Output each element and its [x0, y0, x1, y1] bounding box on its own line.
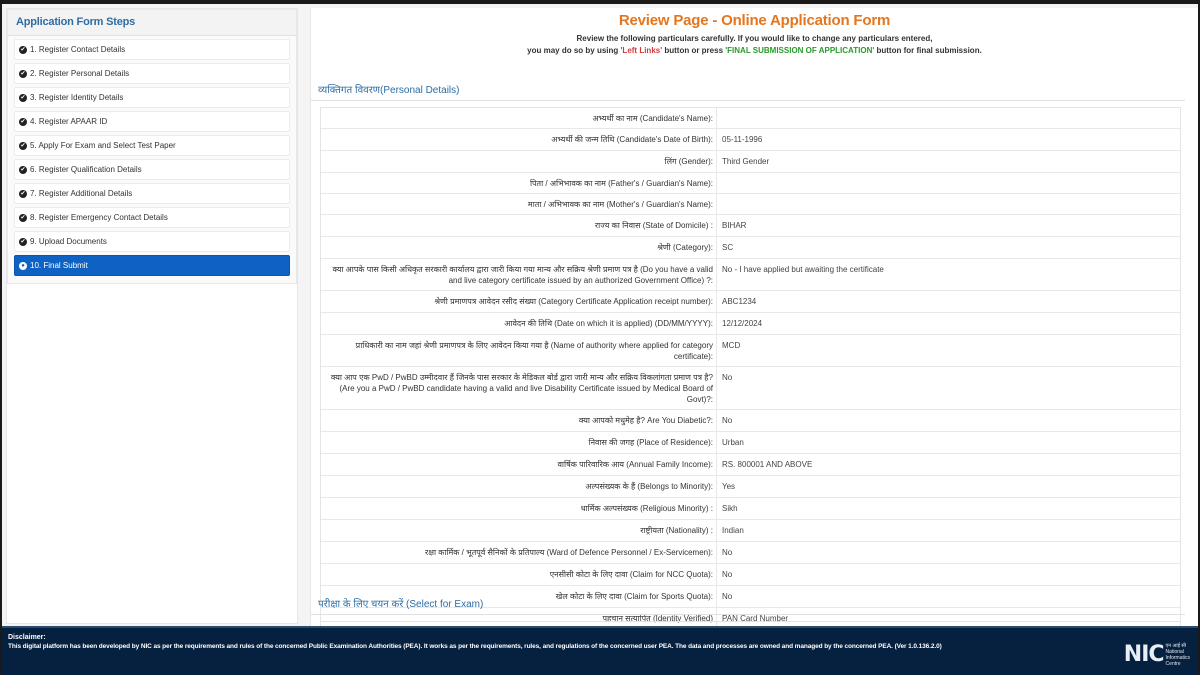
- field-value: No: [722, 416, 733, 425]
- field-label: आवेदन की तिथि (Date on which it is applied) (DD/MM/YYYY):: [321, 313, 717, 334]
- table-row: [321, 520, 1180, 542]
- instruction-text: button for final submission.: [874, 46, 982, 55]
- step-label: 8. Register Emergency Contact Details: [30, 213, 168, 222]
- sidebar-title: Application Form Steps: [8, 10, 296, 36]
- table-row: [321, 237, 1180, 259]
- step-register-qualification-details[interactable]: [14, 159, 290, 180]
- nic-line-1: National: [1165, 648, 1184, 655]
- disclaimer-title: Disclaimer:: [8, 634, 46, 641]
- circle-dot-icon: ●: [19, 262, 27, 270]
- field-value: [717, 173, 1180, 193]
- field-value: No - I have applied but awaiting the certificate: [722, 265, 884, 274]
- instruction-line-2: [311, 45, 1198, 57]
- left-links-highlight: 'Left Links': [620, 46, 663, 55]
- steps-panel: [7, 9, 297, 284]
- field-label: पिता / अभिभावक का नाम (Father's / Guardian's Name):: [321, 173, 717, 193]
- table-row: [321, 432, 1180, 454]
- step-label: 1. Register Contact Details: [30, 45, 126, 54]
- field-value: No: [722, 373, 733, 382]
- field-label: पहचान सत्यापित (Identity Verified): [321, 608, 717, 629]
- table-row: [321, 335, 1180, 367]
- nic-logo-mark: NIC: [1123, 642, 1164, 667]
- field-label: वार्षिक पारिवारिक आय (Annual Family Income):: [321, 454, 717, 475]
- review-main-panel: [310, 8, 1198, 628]
- field-label: लिंग (Gender):: [321, 151, 717, 172]
- field-value: Sikh: [722, 504, 738, 513]
- field-value: 12/12/2024: [722, 319, 763, 328]
- review-instructions: [311, 33, 1198, 57]
- field-value: 05-11-1996: [722, 135, 763, 144]
- instruction-line-1: Review the following particulars carefully. If you would like to change any particulars entered,: [576, 34, 933, 43]
- step-register-contact-details[interactable]: [14, 39, 290, 60]
- table-row: [321, 215, 1180, 237]
- step-register-apaar-id[interactable]: [14, 111, 290, 132]
- step-register-identity-details[interactable]: [14, 87, 290, 108]
- check-circle-icon: ✔: [20, 190, 26, 197]
- field-value: RS. 800001 AND ABOVE: [722, 460, 813, 469]
- table-row: [321, 259, 1180, 291]
- field-label: खेल कोटा के लिए दावा (Claim for Sports Quota):: [321, 586, 717, 607]
- disclaimer-text: This digital platform has been developed by NIC as per the requirements and rules of the concerned Public Examination Authorities (PEA). It works as per the requirements, rules, and regulations of the concerned user PEA. The data and processes are owned and managed by the concerned PEA. (Ver 1.0.136.2.0): [8, 643, 942, 650]
- step-label: 6. Register Qualification Details: [30, 165, 142, 174]
- table-row: [321, 151, 1180, 173]
- table-row: [321, 129, 1180, 151]
- field-label: श्रेणी (Category):: [321, 237, 717, 258]
- step-final-submit[interactable]: [14, 255, 290, 276]
- table-row: [321, 291, 1180, 313]
- field-value: No: [722, 548, 733, 557]
- nic-line-2: Informatics: [1165, 654, 1190, 661]
- field-label: अभ्यर्थी का नाम (Candidate's Name):: [321, 108, 717, 128]
- nic-logo: [1124, 642, 1190, 667]
- field-value: No: [722, 570, 733, 579]
- table-row: [321, 410, 1180, 432]
- browser-viewport: [2, 4, 1198, 675]
- personal-details-section: [311, 82, 1191, 652]
- field-value: No: [722, 592, 733, 601]
- field-label: प्राधिकारी का नाम जहां श्रेणी प्रमाणपत्र के लिए आवेदन किया गया है (Name of authority where applied for category certificate):: [321, 335, 717, 366]
- field-value: Third Gender: [722, 157, 770, 166]
- personal-details-table: [320, 107, 1181, 652]
- table-row: [321, 476, 1180, 498]
- nic-logo-text: [1166, 643, 1190, 667]
- table-row: [321, 542, 1180, 564]
- step-label: 4. Register APAAR ID: [30, 117, 108, 126]
- nic-line-3: Centre: [1165, 660, 1181, 667]
- table-row: [321, 564, 1180, 586]
- field-label: अल्पसंख्यक के हैं (Belongs to Minority):: [321, 476, 717, 497]
- field-value: [717, 108, 1180, 128]
- table-row: [321, 173, 1180, 194]
- instruction-text: button or press: [662, 46, 726, 55]
- field-label: अभ्यर्थी की जन्म तिथि (Candidate's Date of Birth):: [321, 129, 717, 150]
- section-title-personal-details: व्यक्तिगत विवरण(Personal Details): [311, 82, 1185, 101]
- step-apply-for-exam[interactable]: [14, 135, 290, 156]
- field-value: SC: [722, 243, 734, 252]
- section-title-select-for-exam: परीक्षा के लिए चयन करें (Select for Exam): [311, 596, 1185, 615]
- steps-list: [8, 36, 296, 283]
- check-circle-icon: ✔: [20, 142, 26, 149]
- step-label: 2. Register Personal Details: [30, 69, 130, 78]
- step-register-personal-details[interactable]: [14, 63, 290, 84]
- step-label: 5. Apply For Exam and Select Test Paper: [30, 141, 176, 150]
- field-label: निवास की जगह (Place of Residence):: [321, 432, 717, 453]
- step-label: 10. Final Submit: [30, 261, 88, 270]
- field-value: PAN Card Number: [722, 614, 789, 623]
- field-label: क्या आपको मधुमेह है? Are You Diabetic?:: [321, 410, 717, 431]
- check-circle-icon: ✔: [20, 70, 26, 77]
- disclaimer-footer: [2, 626, 1198, 675]
- check-circle-icon: ✔: [20, 238, 26, 245]
- field-label: श्रेणी प्रमाणपत्र आवेदन रसीद संख्या (Category Certificate Application receipt number):: [321, 291, 717, 312]
- application-steps-sidebar: [6, 8, 298, 624]
- field-label: राष्ट्रीयता (Nationality) :: [321, 520, 717, 541]
- field-value: Yes: [722, 482, 736, 491]
- field-label: एनसीसी कोटा के लिए दावा (Claim for NCC Quota):: [321, 564, 717, 585]
- page-title: Review Page - Online Application Form: [618, 12, 891, 29]
- field-value: Indian: [722, 526, 744, 535]
- table-row: [321, 498, 1180, 520]
- check-circle-icon: ✔: [20, 118, 26, 125]
- check-circle-icon: ✔: [20, 46, 26, 53]
- step-label: 9. Upload Documents: [30, 237, 107, 246]
- field-value: MCD: [722, 341, 741, 350]
- step-label: 7. Register Additional Details: [30, 189, 133, 198]
- step-register-additional-details[interactable]: [14, 183, 290, 204]
- field-label: राज्य का निवास (State of Domicile) :: [321, 215, 717, 236]
- table-row: [321, 454, 1180, 476]
- field-label: रक्षा कार्मिक / भूतपूर्व सैनिकों के प्रतिपाल्य (Ward of Defence Personnel / Ex-Servicemen):: [321, 542, 717, 563]
- step-upload-documents[interactable]: [14, 231, 290, 252]
- field-value: Urban: [722, 438, 744, 447]
- field-value: BIHAR: [722, 221, 747, 230]
- field-value: [717, 194, 1180, 214]
- instruction-text: you may do so by using: [527, 46, 621, 55]
- step-label: 3. Register Identity Details: [30, 93, 124, 102]
- check-circle-icon: ✔: [20, 214, 26, 221]
- table-row: [321, 313, 1180, 335]
- table-row: [321, 108, 1180, 129]
- step-register-emergency-contact[interactable]: [14, 207, 290, 228]
- field-label: क्या आप एक PwD / PwBD उम्मीदवार हैं जिनके पास सरकार के मेडिकल बोर्ड द्वारा जारी मान्य और सक्रिय विकलांगता प्रमाण पत्र है? (Are you a PwD / PwBD candidate having a valid and live Disability Certificate issued by Medical Board of Govt)?:: [321, 367, 717, 409]
- check-circle-icon: ✔: [20, 94, 26, 101]
- final-submission-highlight: 'FINAL SUBMISSION OF APPLICATION': [725, 46, 875, 55]
- field-value: ABC1234: [722, 297, 757, 306]
- table-row: [321, 367, 1180, 410]
- field-label: क्या आपके पास किसी अधिकृत सरकारी कार्यालय द्वारा जारी किया गया मान्य और सक्रिय श्रेणी प्रमाण पत्र है (Do you have a valid and live category certificate issued by an authorized Government Office) ?:: [321, 259, 717, 290]
- field-label: धार्मिक अल्पसंख्यक (Religious Minority) :: [321, 498, 717, 519]
- check-circle-icon: ✔: [20, 166, 26, 173]
- nic-hindi-text: एन आई सी: [1165, 642, 1187, 649]
- field-label: माता / अभिभावक का नाम (Mother's / Guardian's Name):: [321, 194, 717, 214]
- table-row: [321, 194, 1180, 215]
